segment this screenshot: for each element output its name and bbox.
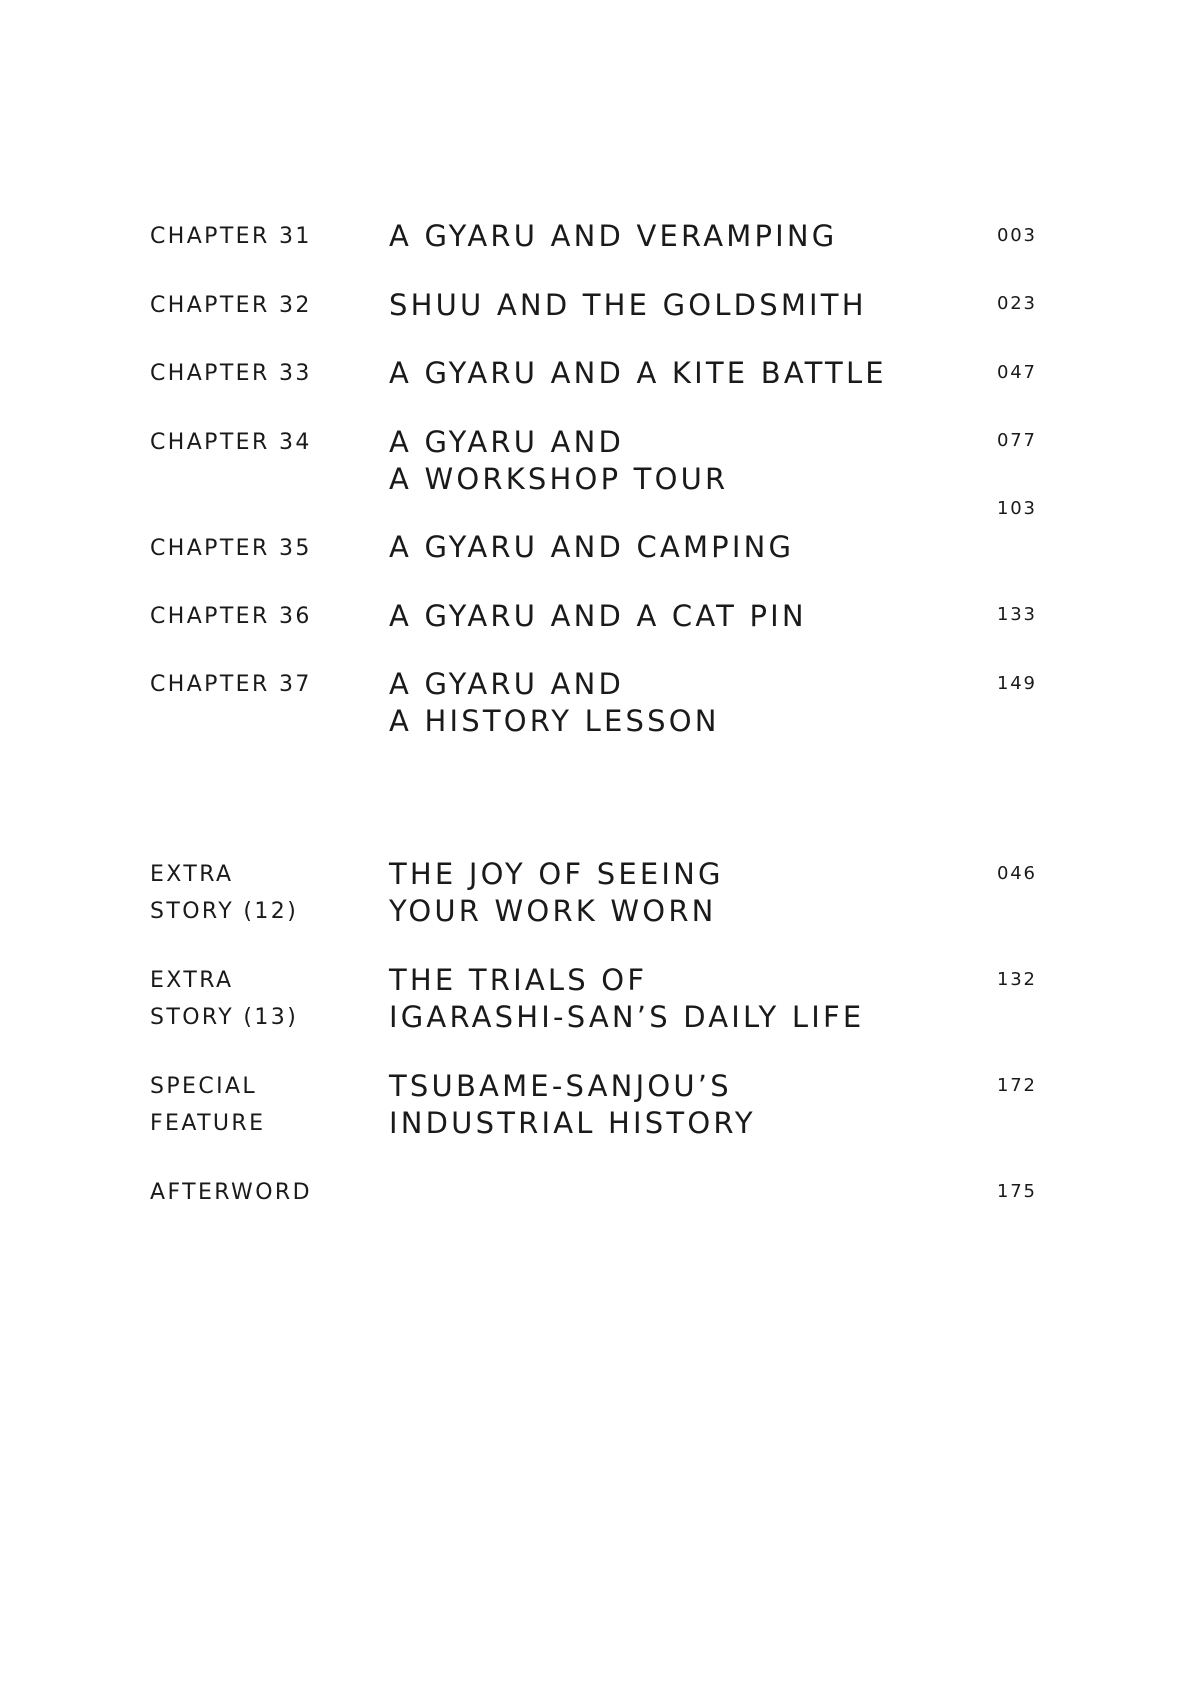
toc-title-line: INDUSTRIAL HISTORY	[389, 1106, 756, 1140]
toc-label-line: EXTRA	[150, 968, 234, 993]
toc-label	[150, 355, 312, 392]
toc-label	[150, 1068, 265, 1142]
toc-label	[150, 598, 312, 635]
toc-label	[150, 530, 312, 567]
toc-title-line: A GYARU AND	[389, 667, 625, 701]
toc-page-number: 047	[997, 362, 1037, 383]
toc-label	[150, 666, 312, 703]
toc-label-line: CHAPTER 33	[150, 361, 312, 386]
toc-title	[389, 598, 807, 635]
toc-page-number: 149	[997, 673, 1037, 694]
toc-page-number: 133	[997, 604, 1037, 625]
toc-title-line: IGARASHI-SAN’S DAILY LIFE	[389, 1000, 865, 1034]
toc-title	[389, 424, 728, 498]
toc-label-line: CHAPTER 34	[150, 430, 312, 455]
toc-title	[389, 962, 864, 1036]
toc-title	[389, 1068, 756, 1142]
toc-page-number: 172	[997, 1075, 1037, 1096]
toc-page-number: 046	[997, 863, 1037, 884]
toc-title-line: THE TRIALS OF	[389, 963, 648, 997]
toc-page-number: 132	[997, 969, 1037, 990]
toc-page-number: 175	[997, 1181, 1037, 1202]
toc-title-line: A GYARU AND A CAT PIN	[389, 599, 807, 633]
toc-label-line: STORY (13)	[150, 1005, 299, 1030]
toc-label-line: CHAPTER 31	[150, 224, 312, 249]
toc-label-line: SPECIAL	[150, 1074, 258, 1099]
toc-title-line: A HISTORY LESSON	[389, 704, 720, 738]
toc-page-number: 003	[997, 225, 1037, 246]
toc-title	[389, 529, 794, 566]
toc-title	[389, 218, 837, 255]
toc-title-line: A WORKSHOP TOUR	[389, 462, 729, 496]
toc-title	[389, 856, 724, 930]
toc-title-line: SHUU AND THE GOLDSMITH	[389, 288, 867, 322]
toc-label-line: CHAPTER 32	[150, 293, 312, 318]
toc-title-line: TSUBAME-SANJOU’S	[389, 1069, 732, 1103]
toc-label	[150, 962, 298, 1036]
toc-title-line: THE JOY OF SEEING	[389, 857, 724, 891]
toc-label	[150, 1174, 312, 1211]
toc-label-line: STORY (12)	[150, 899, 299, 924]
toc-label	[150, 287, 312, 324]
toc-label-line: CHAPTER 37	[150, 672, 312, 697]
toc-page-number: 023	[997, 293, 1037, 314]
toc-title	[389, 355, 887, 392]
toc-title-line: A GYARU AND	[389, 425, 625, 459]
toc-label-line: EXTRA	[150, 862, 234, 887]
toc-title-line: A GYARU AND A KITE BATTLE	[389, 356, 887, 390]
toc-title-line: YOUR WORK WORN	[389, 894, 717, 928]
toc-label	[150, 856, 298, 930]
toc-label	[150, 424, 312, 461]
toc-label-line: CHAPTER 36	[150, 604, 312, 629]
toc-title	[389, 287, 867, 324]
toc-title-line: A GYARU AND VERAMPING	[389, 219, 838, 253]
toc-page-number: 103	[997, 498, 1037, 519]
toc-label-line: FEATURE	[150, 1111, 266, 1136]
toc-label-line: CHAPTER 35	[150, 536, 312, 561]
toc-title-line: A GYARU AND CAMPING	[389, 530, 795, 564]
toc-label-line: AFTERWORD	[150, 1180, 312, 1205]
toc-label	[150, 218, 312, 255]
toc-title	[389, 666, 720, 740]
toc-page-number: 077	[997, 430, 1037, 451]
